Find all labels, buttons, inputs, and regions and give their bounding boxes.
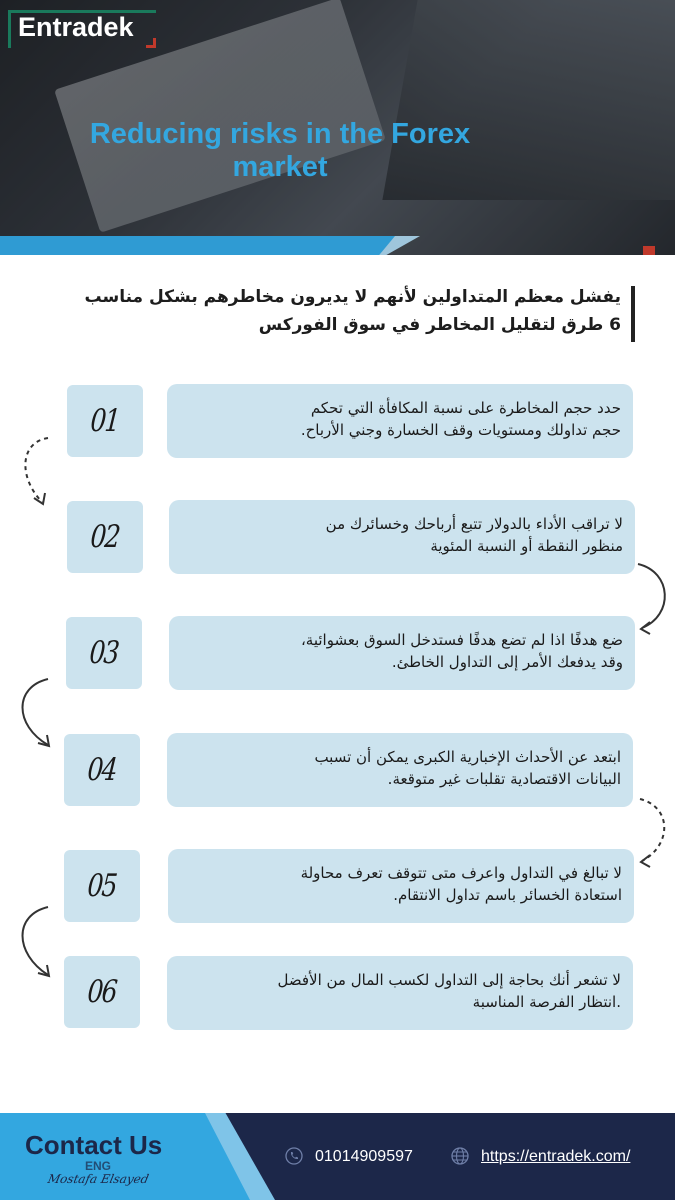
- step-number-3: 03: [88, 635, 120, 671]
- step-2-line-2: منظور النقطة أو النسبة المئوية: [430, 537, 623, 555]
- author-signature: Mostafa Elsayed: [46, 1172, 151, 1186]
- step-number-box-3: [66, 617, 142, 689]
- logo-text: Entradek: [18, 12, 134, 42]
- globe-icon: [451, 1147, 469, 1165]
- step-1-line-1: حدد حجم المخاطرة على نسبة المكافأة التي تحكم: [310, 399, 621, 417]
- step-text-box-2: [169, 500, 635, 574]
- step-number-box-1: [67, 385, 143, 457]
- step-number-box-4: [64, 734, 140, 806]
- step-6-line-1: لا تشعر أنك بحاجة إلى التداول لكسب المال من الأفضل: [277, 971, 621, 989]
- step-text-box-1: [167, 384, 633, 458]
- step-number-2: 02: [89, 519, 121, 555]
- step-text-box-4: [167, 733, 633, 807]
- curved-arrow-icon: [632, 560, 674, 636]
- step-number-box-5: [64, 850, 140, 922]
- footer-bar: [0, 1113, 675, 1200]
- hero-stripe-blue: [0, 236, 395, 255]
- logo-corner-accent: [146, 38, 156, 48]
- step-number-6: 06: [86, 974, 118, 1010]
- step-2-line-1: لا تراقب الأداء بالدولار تتبع أرباحك وخسائرك من: [325, 515, 623, 533]
- curved-arrow-icon: [12, 903, 60, 983]
- step-4-line-1: ابتعد عن الأحداث الإخبارية الكبرى يمكن أن تسبب: [314, 748, 621, 766]
- hero-stripe-red: [643, 246, 655, 255]
- step-number-5: 05: [86, 868, 118, 904]
- entradek-logo[interactable]: [8, 10, 156, 48]
- intro-line-2: 6 طرق لتقليل المخاطر في سوق الفوركس: [258, 315, 621, 335]
- eng-tag: ENG: [85, 1159, 112, 1173]
- dashed-curved-arrow-icon: [10, 432, 60, 512]
- contact-us-heading: Contact Us: [25, 1130, 163, 1160]
- step-number-1: 01: [89, 403, 121, 439]
- step-3-line-2: وقد يدفعك الأمر إلى التداول الخاطئ.: [391, 653, 623, 671]
- curved-arrow-icon: [12, 675, 60, 755]
- step-4-line-2: البيانات الاقتصادية تقلبات غير متوقعة.: [387, 770, 621, 788]
- hero-banner: [0, 0, 675, 255]
- intro-statement: [30, 286, 635, 342]
- phone-icon: [285, 1147, 303, 1165]
- step-text-box-3: [169, 616, 635, 690]
- dashed-curved-arrow-icon: [630, 795, 674, 869]
- step-text-box-5: [168, 849, 634, 923]
- intro-line-1: يفشل معظم المتداولين لأنهم لا يديرون مخاطرهم بشكل مناسب: [84, 287, 621, 307]
- step-number-4: 04: [86, 752, 118, 788]
- page-title: Reducing risks in the Forex market: [89, 118, 471, 183]
- step-6-line-2: .انتظار الفرصة المناسبة: [472, 993, 621, 1011]
- phone-number[interactable]: 01014909597: [315, 1148, 413, 1165]
- step-3-line-1: ضع هدفًا اذا لم تضع هدفًا فستدخل السوق بعشوائية،: [300, 631, 623, 649]
- step-5-line-2: استعادة الخسائر باسم تداول الانتقام.: [393, 886, 622, 904]
- step-5-line-1: لا تبالغ في التداول واعرف متى تتوقف تعرف محاولة: [300, 864, 622, 882]
- step-text-box-6: [167, 956, 633, 1030]
- step-number-box-2: [67, 501, 143, 573]
- website-link[interactable]: https://entradek.com/: [481, 1148, 631, 1165]
- step-1-line-2: حجم تداولك ومستويات وقف الخسارة وجني الأرباح.: [300, 421, 621, 439]
- step-number-box-6: [64, 956, 140, 1028]
